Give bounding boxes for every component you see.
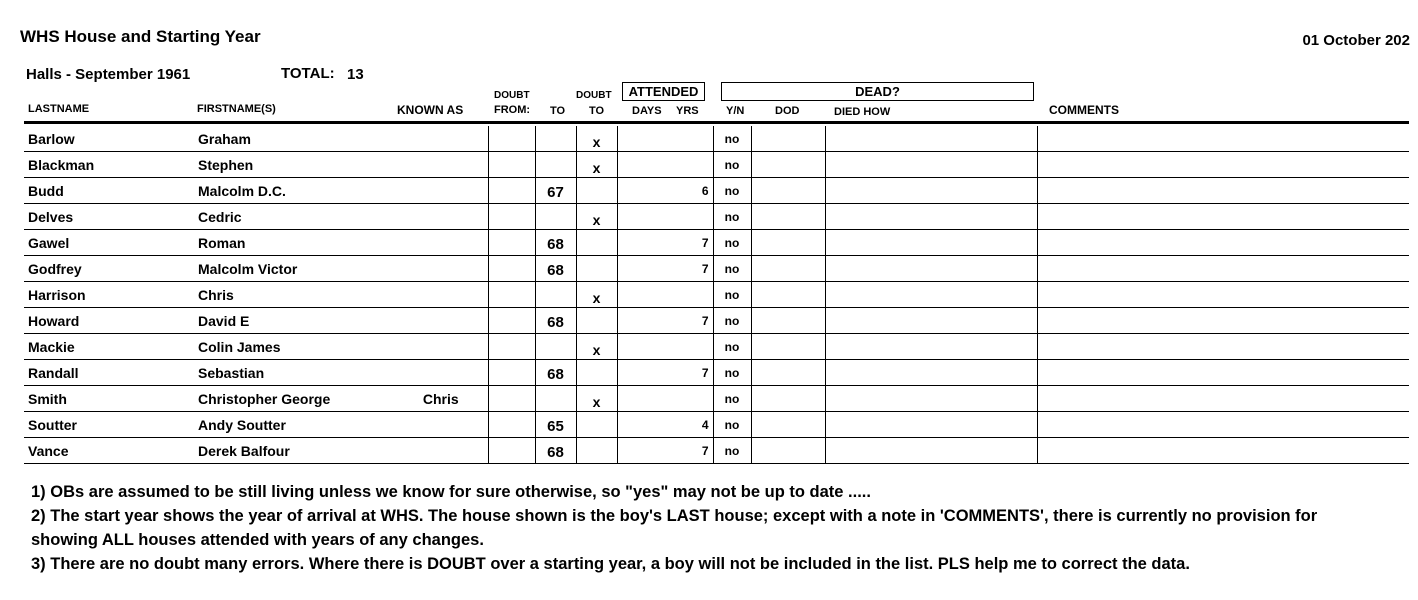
- cell-doubt-to: [576, 334, 617, 360]
- cell-lastname: Barlow: [24, 126, 194, 152]
- cell-dead: no: [713, 282, 751, 308]
- table-row: [24, 334, 1409, 360]
- cell-days: [617, 334, 671, 360]
- table-row: [24, 438, 1409, 464]
- cell-to: [535, 334, 576, 360]
- report-date: 01 October 202: [1302, 32, 1410, 49]
- cell-firstname: Andy Soutter: [194, 412, 394, 438]
- cell-comments: [1037, 412, 1409, 438]
- cell-lastname: Smith: [24, 386, 194, 412]
- cell-days: [617, 204, 671, 230]
- cell-dead: no: [713, 360, 751, 386]
- cell-to: [535, 256, 576, 282]
- total-label: TOTAL:: [281, 65, 335, 82]
- table-row: [24, 256, 1409, 282]
- cell-days: [617, 386, 671, 412]
- cell-yrs: 7: [671, 256, 713, 282]
- header-doubt-to-line1: DOUBT: [576, 90, 612, 101]
- cell-to: [535, 204, 576, 230]
- starting-year-table: [24, 126, 1409, 464]
- doubt-to-value: x: [592, 341, 601, 358]
- cell-doubt-to: [576, 386, 617, 412]
- header-known-as: KNOWN AS: [397, 103, 464, 117]
- cell-died-how: [825, 438, 1037, 464]
- cell-dead: no: [713, 256, 751, 282]
- cell-died-how: [825, 386, 1037, 412]
- to-value: 67: [547, 184, 564, 201]
- cell-died-how: [825, 152, 1037, 178]
- cell-comments: [1037, 334, 1409, 360]
- cell-doubt-to: [576, 178, 617, 204]
- header-yn: Y/N: [726, 105, 745, 117]
- cell-doubt-from: [488, 386, 535, 412]
- footnotes: [31, 480, 1411, 576]
- cell-known-as: [394, 256, 488, 282]
- cell-lastname: Godfrey: [24, 256, 194, 282]
- cell-known-as: [394, 126, 488, 152]
- cell-to: [535, 152, 576, 178]
- cell-dod: [751, 334, 825, 360]
- cell-comments: [1037, 204, 1409, 230]
- table-row: [24, 308, 1409, 334]
- to-value: 68: [547, 366, 564, 383]
- cell-dod: [751, 204, 825, 230]
- cell-yrs: [671, 204, 713, 230]
- cell-doubt-to: [576, 230, 617, 256]
- cell-firstname: Cedric: [194, 204, 394, 230]
- header-doubt-from-line1: DOUBT: [494, 90, 530, 101]
- header-dod: DOD: [775, 105, 800, 117]
- cell-firstname: Stephen: [194, 152, 394, 178]
- cell-firstname: Chris: [194, 282, 394, 308]
- table-row: [24, 412, 1409, 438]
- cell-lastname: Delves: [24, 204, 194, 230]
- cell-doubt-to: [576, 308, 617, 334]
- header-firstname: FIRSTNAME(S): [197, 103, 276, 115]
- cell-died-how: [825, 256, 1037, 282]
- cell-yrs: [671, 386, 713, 412]
- cell-firstname: Derek Balfour: [194, 438, 394, 464]
- cell-days: [617, 412, 671, 438]
- cell-comments: [1037, 386, 1409, 412]
- cell-lastname: Harrison: [24, 282, 194, 308]
- cell-dead: no: [713, 230, 751, 256]
- header-rule: [24, 121, 1409, 124]
- cell-firstname: Sebastian: [194, 360, 394, 386]
- cell-lastname: Budd: [24, 178, 194, 204]
- header-died-how: DIED HOW: [834, 106, 891, 118]
- cell-dead: no: [713, 308, 751, 334]
- page-title: WHS House and Starting Year: [20, 27, 261, 46]
- cell-lastname: Randall: [24, 360, 194, 386]
- cell-died-how: [825, 412, 1037, 438]
- cell-doubt-from: [488, 204, 535, 230]
- cell-lastname: Blackman: [24, 152, 194, 178]
- to-value: 68: [547, 444, 564, 461]
- header-days: DAYS: [632, 105, 662, 117]
- cell-dod: [751, 360, 825, 386]
- header-doubt-from-line2: FROM:: [494, 104, 531, 116]
- cell-doubt-from: [488, 256, 535, 282]
- cell-lastname: Gawel: [24, 230, 194, 256]
- cell-yrs: [671, 334, 713, 360]
- cell-died-how: [825, 178, 1037, 204]
- to-value: 65: [547, 418, 564, 435]
- cell-days: [617, 256, 671, 282]
- table-row: [24, 126, 1409, 152]
- cell-firstname: Graham: [194, 126, 394, 152]
- cell-died-how: [825, 204, 1037, 230]
- cell-doubt-to: [576, 282, 617, 308]
- cell-dead: no: [713, 412, 751, 438]
- cell-dead: no: [713, 152, 751, 178]
- cell-comments: [1037, 126, 1409, 152]
- footnote-line: 2) The start year shows the year of arrival at WHS. The house shown is the boy's LAST house; except with a note in 'COMMENTS', there is currently no provision for: [31, 507, 1318, 525]
- cell-known-as: [394, 360, 488, 386]
- cell-dod: [751, 308, 825, 334]
- cell-known-as: [394, 334, 488, 360]
- cell-lastname: Howard: [24, 308, 194, 334]
- cell-doubt-from: [488, 282, 535, 308]
- cell-dod: [751, 438, 825, 464]
- cell-doubt-to: [576, 126, 617, 152]
- cell-dead: no: [713, 126, 751, 152]
- cell-known-as: [394, 230, 488, 256]
- cell-comments: [1037, 178, 1409, 204]
- cell-known-as: Chris: [394, 386, 488, 412]
- cell-dod: [751, 256, 825, 282]
- cell-days: [617, 308, 671, 334]
- cell-known-as: [394, 152, 488, 178]
- cell-yrs: 4: [671, 412, 713, 438]
- cell-to: [535, 360, 576, 386]
- cell-comments: [1037, 282, 1409, 308]
- cell-yrs: 7: [671, 438, 713, 464]
- cell-doubt-to: [576, 412, 617, 438]
- cell-yrs: 7: [671, 360, 713, 386]
- table-row: [24, 282, 1409, 308]
- cell-known-as: [394, 282, 488, 308]
- cell-firstname: Christopher George: [194, 386, 394, 412]
- cell-firstname: David E: [194, 308, 394, 334]
- cell-doubt-from: [488, 152, 535, 178]
- table-row: [24, 386, 1409, 412]
- cell-comments: [1037, 360, 1409, 386]
- cell-dead: no: [713, 386, 751, 412]
- to-value: 68: [547, 314, 564, 331]
- to-value: 68: [547, 236, 564, 253]
- cell-doubt-to: [576, 256, 617, 282]
- cell-dod: [751, 282, 825, 308]
- cell-days: [617, 152, 671, 178]
- cell-died-how: [825, 282, 1037, 308]
- cell-yrs: 6: [671, 178, 713, 204]
- cell-doubt-from: [488, 412, 535, 438]
- cell-doubt-to: [576, 152, 617, 178]
- cell-comments: [1037, 152, 1409, 178]
- doubt-to-value: x: [592, 211, 601, 228]
- cell-lastname: Soutter: [24, 412, 194, 438]
- table-row: [24, 230, 1409, 256]
- cell-yrs: 7: [671, 308, 713, 334]
- cell-dead: no: [713, 334, 751, 360]
- cell-died-how: [825, 230, 1037, 256]
- cell-dod: [751, 230, 825, 256]
- cell-days: [617, 282, 671, 308]
- cell-dead: no: [713, 438, 751, 464]
- footnote-line: showing ALL houses attended with years of any changes.: [31, 531, 484, 549]
- cell-yrs: [671, 126, 713, 152]
- total-value: 13: [347, 66, 364, 83]
- header-attended: ATTENDED: [622, 82, 705, 101]
- cell-doubt-from: [488, 178, 535, 204]
- to-value: 68: [547, 262, 564, 279]
- cell-known-as: [394, 438, 488, 464]
- cell-died-how: [825, 308, 1037, 334]
- cell-doubt-to: [576, 438, 617, 464]
- cell-yrs: [671, 152, 713, 178]
- cell-to: [535, 438, 576, 464]
- cell-firstname: Malcolm Victor: [194, 256, 394, 282]
- table-row: [24, 152, 1409, 178]
- cell-known-as: [394, 412, 488, 438]
- header-lastname: LASTNAME: [28, 103, 90, 115]
- doubt-to-value: x: [592, 159, 601, 176]
- cell-dod: [751, 412, 825, 438]
- header-doubt-to-line2: TO: [589, 105, 605, 117]
- cell-doubt-from: [488, 438, 535, 464]
- cell-dod: [751, 178, 825, 204]
- table-row: [24, 204, 1409, 230]
- cell-to: [535, 282, 576, 308]
- cell-lastname: Mackie: [24, 334, 194, 360]
- cell-known-as: [394, 308, 488, 334]
- footnote-line: 1) OBs are assumed to be still living unless we know for sure otherwise, so "yes" may not be up to date .....: [31, 483, 871, 501]
- cell-days: [617, 230, 671, 256]
- table-row: [24, 360, 1409, 386]
- cell-to: [535, 386, 576, 412]
- cell-doubt-from: [488, 126, 535, 152]
- cell-doubt-from: [488, 360, 535, 386]
- cell-yrs: [671, 282, 713, 308]
- cell-doubt-from: [488, 230, 535, 256]
- house-subtitle: Halls - September 1961: [26, 66, 191, 83]
- cell-comments: [1037, 256, 1409, 282]
- header-to: TO: [550, 105, 566, 117]
- footnote-line: 3) There are no doubt many errors. Where there is DOUBT over a starting year, a boy will not be included in the list. PLS help me to correct the data.: [31, 555, 1190, 573]
- cell-days: [617, 438, 671, 464]
- cell-doubt-from: [488, 308, 535, 334]
- table-row: [24, 178, 1409, 204]
- cell-comments: [1037, 438, 1409, 464]
- cell-to: [535, 308, 576, 334]
- header-comments: COMMENTS: [1049, 103, 1119, 117]
- cell-firstname: Roman: [194, 230, 394, 256]
- cell-known-as: [394, 204, 488, 230]
- cell-days: [617, 360, 671, 386]
- cell-died-how: [825, 360, 1037, 386]
- cell-firstname: Colin James: [194, 334, 394, 360]
- cell-yrs: 7: [671, 230, 713, 256]
- header-dead: DEAD?: [721, 82, 1034, 101]
- cell-firstname: Malcolm D.C.: [194, 178, 394, 204]
- cell-to: [535, 412, 576, 438]
- cell-dod: [751, 386, 825, 412]
- cell-died-how: [825, 334, 1037, 360]
- doubt-to-value: x: [592, 393, 601, 410]
- cell-to: [535, 230, 576, 256]
- cell-doubt-from: [488, 334, 535, 360]
- cell-days: [617, 126, 671, 152]
- cell-dod: [751, 126, 825, 152]
- doubt-to-value: x: [592, 133, 601, 150]
- cell-to: [535, 126, 576, 152]
- cell-dead: no: [713, 178, 751, 204]
- cell-to: [535, 178, 576, 204]
- cell-comments: [1037, 230, 1409, 256]
- doubt-to-value: x: [592, 289, 601, 306]
- cell-comments: [1037, 308, 1409, 334]
- cell-dod: [751, 152, 825, 178]
- cell-known-as: [394, 178, 488, 204]
- header-yrs: YRS: [676, 105, 699, 117]
- cell-doubt-to: [576, 204, 617, 230]
- cell-died-how: [825, 126, 1037, 152]
- cell-dead: no: [713, 204, 751, 230]
- cell-doubt-to: [576, 360, 617, 386]
- cell-days: [617, 178, 671, 204]
- cell-lastname: Vance: [24, 438, 194, 464]
